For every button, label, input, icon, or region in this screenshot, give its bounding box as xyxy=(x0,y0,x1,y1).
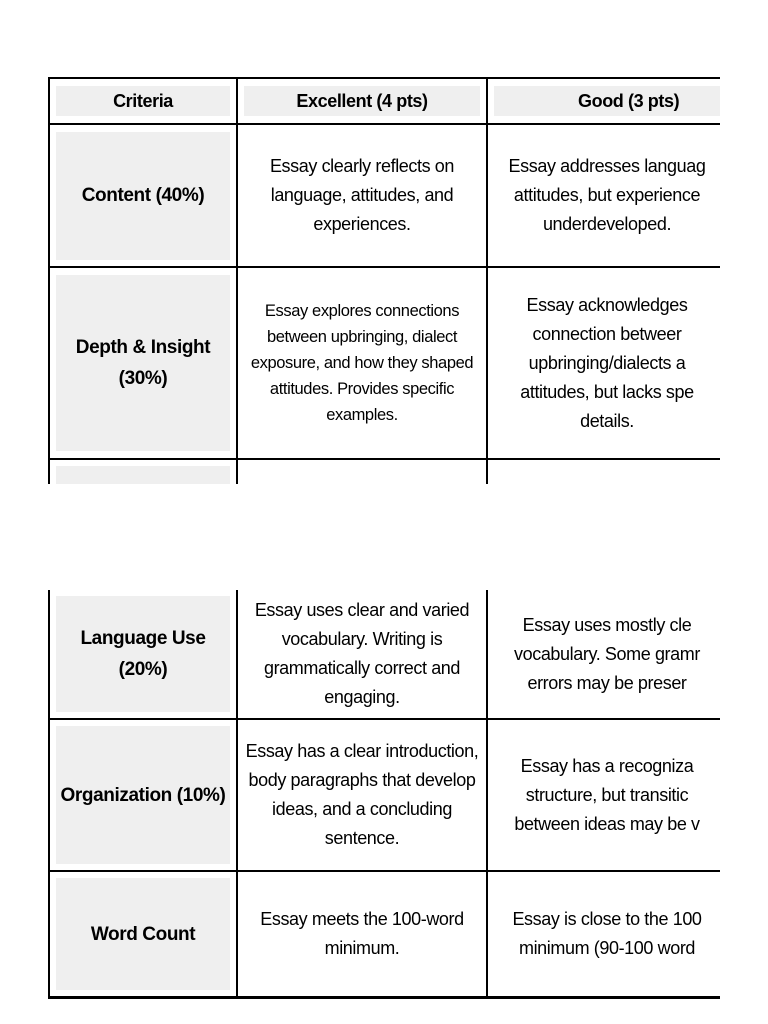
rubric-page-bottom xyxy=(48,590,720,1002)
table-row xyxy=(49,719,720,871)
header-good: Good (3 pts) xyxy=(487,78,720,124)
good-cell: Essay is close to the 100 minimum (90-100 word xyxy=(487,871,720,998)
table-row xyxy=(49,267,720,459)
good-cell: Essay uses mostly cle vocabulary. Some gramr errors may be preser xyxy=(487,590,720,719)
criteria-cell: Content (40%) xyxy=(49,124,237,267)
good-cell: Essay addresses languag attitudes, but experience underdeveloped. xyxy=(487,124,720,267)
criteria-cell xyxy=(49,459,237,484)
header-row xyxy=(49,78,720,124)
table-row xyxy=(49,871,720,998)
table-row xyxy=(49,590,720,719)
table-row xyxy=(49,459,720,484)
excellent-cell: Essay meets the 100-word minimum. xyxy=(237,871,487,998)
rubric-table-top xyxy=(48,77,720,484)
excellent-cell xyxy=(237,459,487,484)
header-criteria: Criteria xyxy=(49,78,237,124)
rubric-table-bottom xyxy=(48,590,720,999)
criteria-cell: Depth & Insight (30%) xyxy=(49,267,237,459)
good-cell xyxy=(487,459,720,484)
good-cell: Essay has a recogniza structure, but transitic between ideas may be v xyxy=(487,719,720,871)
good-cell: Essay acknowledges connection betweer upbringing/dialects a attitudes, but lacks spe details. xyxy=(487,267,720,459)
excellent-cell: Essay explores connections between upbringing, dialect exposure, and how they shaped attitudes. Provides specific examples. xyxy=(237,267,487,459)
header-excellent: Excellent (4 pts) xyxy=(237,78,487,124)
criteria-cell: Organization (10%) xyxy=(49,719,237,871)
table-row xyxy=(49,124,720,267)
excellent-cell: Essay uses clear and varied vocabulary. Writing is grammatically correct and engaging. xyxy=(237,590,487,719)
rubric-page-top xyxy=(48,77,720,484)
excellent-cell: Essay has a clear introduction, body paragraphs that develop ideas, and a concluding sentence. xyxy=(237,719,487,871)
criteria-cell: Language Use (20%) xyxy=(49,590,237,719)
criteria-cell: Word Count xyxy=(49,871,237,998)
excellent-cell: Essay clearly reflects on language, attitudes, and experiences. xyxy=(237,124,487,267)
